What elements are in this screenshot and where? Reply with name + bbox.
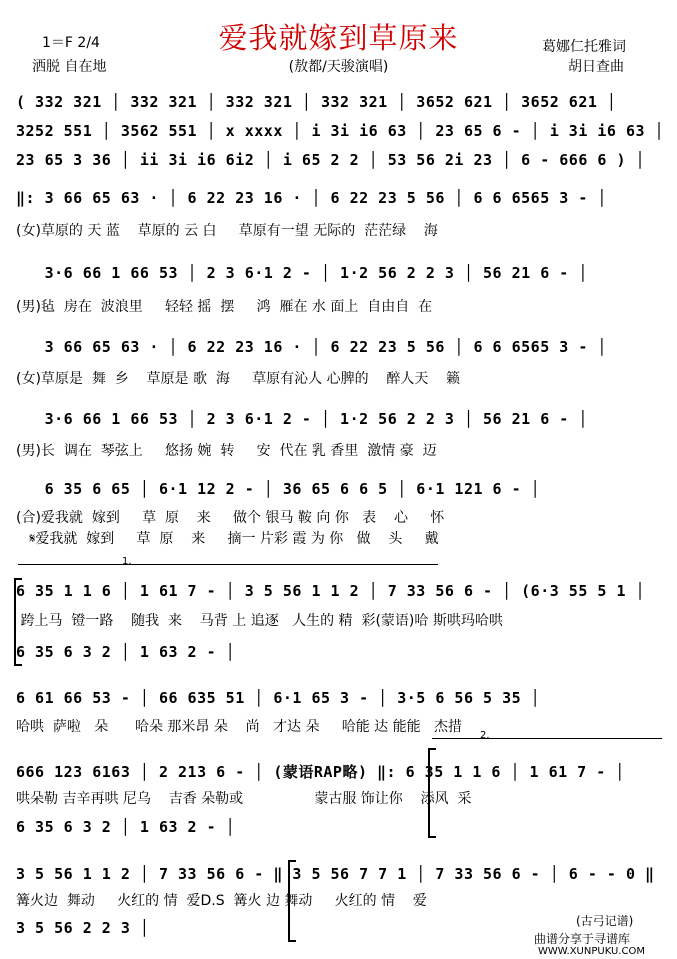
verse-4-music: 3·6 66 1 66 53 │ 2 3 6·1 2 - │ 1·2 56 2 2 3 │ 56 21 6 - │	[16, 410, 588, 428]
mongol-2-lyric: 哄朵勒 吉辛再哄 尼乌 吉香 朵勒或 蒙古服 饰让你 添风 采	[16, 791, 472, 807]
mongol-2-lower: 6 35 6 3 2 │ 1 63 2 - │	[16, 818, 236, 836]
share-note: 曲谱分享于寻谱库	[534, 932, 631, 946]
verse-3-music: 3 66 65 63 · │ 6 22 23 16 · │ 6 22 23 5 56 │ 6 6 6565 3 - │	[16, 338, 607, 356]
composer: 胡日查曲	[568, 59, 624, 75]
mongol-1-music: 6 61 66 53 - │ 66 635 51 │ 6·1 65 3 - │ 3·5 6 56 5 35 │	[16, 689, 541, 707]
transcriber: (古弓记谱)	[576, 914, 634, 928]
volta-1-line	[18, 564, 438, 565]
intro-1: ( 332 321 │ 332 321 │ 332 321 │ 332 321 │ 3652 621 │ 3652 621 │	[16, 93, 617, 111]
final-lyric: 篝火边 舞动 火红的 情 爱D.S 篝火 边 舞动 火红的 情 爱	[16, 893, 427, 909]
verse-2-male: (男)毡 房在 波浪里 轻轻 摇 摆 鸿 雁在 水 面上 自由自 在	[16, 299, 433, 315]
system-bracket-2	[428, 748, 436, 838]
volta-2-line	[432, 738, 662, 739]
system-bracket-1	[14, 578, 22, 666]
verse-1-music: ‖: 3 66 65 63 · │ 6 22 23 16 · │ 6 22 23 5 56 │ 6 6 6565 3 - │	[16, 189, 607, 207]
tempo-marking: 洒脱 自在地	[32, 59, 107, 75]
key-signature: 1＝F 2/4	[42, 35, 100, 51]
verse-3-female: (女)草原是 舞 乡 草原是 歌 海 草原有沁人 心脾的 醉人天 籁	[16, 371, 461, 387]
lyricist: 葛娜仁托雅词	[542, 39, 626, 55]
intro-3: 23 65 3 36 │ ii 3i i6 6i2 │ i 65 2 2 │ 53 56 2i 23 │ 6 - 666 6 ) │	[16, 151, 646, 169]
verse-1-female: (女)草原的 天 蓝 草原的 云 白 草原有一望 无际的 茫茫绿 海	[16, 223, 438, 239]
song-title: 爱我就嫁到草原来	[218, 21, 459, 55]
singers: (敖都/天骏演唱)	[288, 59, 389, 75]
mongol-1-lyric: 哈哄 萨啦 朵 哈朵 那米昂 朵 尚 才达 朵 哈能 达 能能 杰措	[16, 719, 462, 735]
chorus-lyric-1: (合)爱我就 嫁到 草 原 来 做个 银马 鞍 向 你 表 心 怀	[16, 510, 445, 526]
final-music: 3 5 56 1 1 2 │ 7 33 56 6 - ‖ 3 5 56 7 7 1 │ 7 33 56 6 - │ 6 - - 0 ‖	[16, 865, 655, 883]
chorus-lyric-2: 𝄋爱我就 嫁到 草 原 来 摘一 片彩 霞 为 你 做 头 戴	[16, 531, 439, 547]
volta-2-label: 2.	[480, 730, 490, 741]
ending-1-music: 6 35 1 1 6 │ 1 61 7 - │ 3 5 56 1 1 2 │ 7 33 56 6 - │ (6·3 55 5 1 │	[16, 582, 646, 600]
verse-4-male: (男)长 调在 琴弦上 悠扬 婉 转 安 代在 乳 香里 激情 豪 迈	[16, 443, 437, 459]
verse-2-music: 3·6 66 1 66 53 │ 2 3 6·1 2 - │ 1·2 56 2 2 3 │ 56 21 6 - │	[16, 264, 588, 282]
ending-1-lower: 6 35 6 3 2 │ 1 63 2 - │	[16, 643, 236, 661]
ending-1-lyric: 跨上马 镫一路 随我 来 马背 上 追逐 人生的 精 彩(蒙语)哈 斯哄玛哈哄	[16, 613, 503, 629]
site-url: WWW.XUNPUKU.COM	[538, 946, 645, 957]
intro-2: 3252 551 │ 3562 551 │ x xxxx │ i 3i i6 63 │ 23 65 6 - │ i 3i i6 63 │	[16, 122, 665, 140]
volta-1-label: 1.	[122, 556, 132, 567]
mongol-2-music: 666 123 6163 │ 2 213 6 - │ (蒙语RAP略) ‖: 6 35 1 1 6 │ 1 61 7 - │	[16, 763, 625, 781]
system-bracket-3	[288, 860, 296, 942]
chorus-music: 6 35 6 65 │ 6·1 12 2 - │ 36 65 6 6 5 │ 6·1 121 6 - │	[16, 480, 541, 498]
final-lower: 3 5 56 2 2 3 │	[16, 919, 150, 937]
